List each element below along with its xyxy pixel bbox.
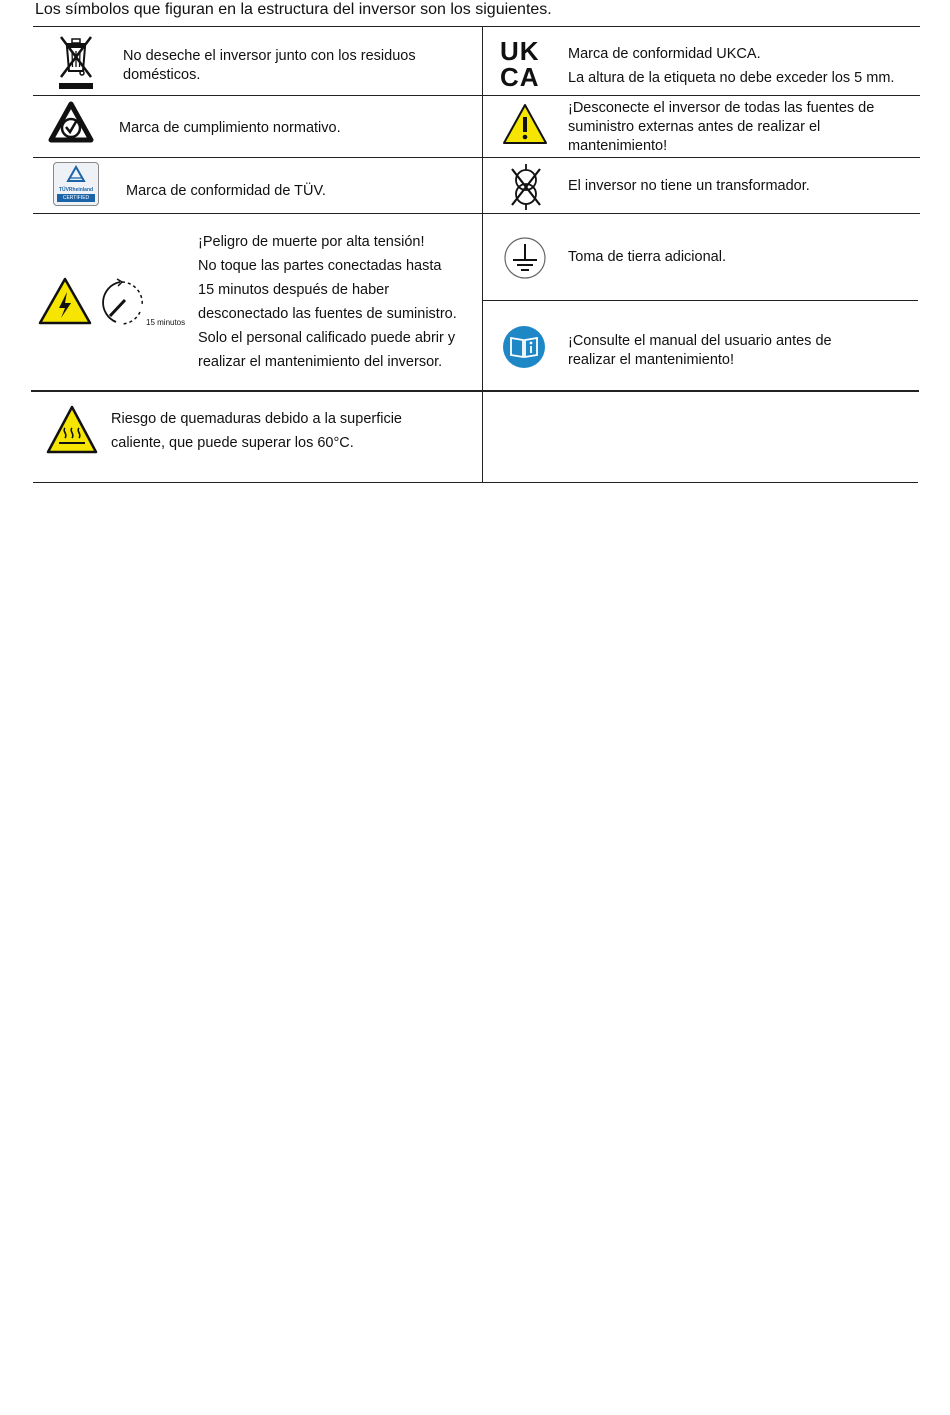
manual-text-line2: realizar el mantenimiento! <box>568 352 735 368</box>
ukca-text-line2: La altura de la etiqueta no debe exceder los 5 mm. <box>568 70 895 86</box>
manual-info-icon <box>502 325 546 369</box>
column-divider <box>482 26 483 483</box>
voltage-line-5: Solo el personal calificado puede abrir y <box>198 330 456 346</box>
ukca-logo-top: UK <box>500 36 540 66</box>
voltage-line-1: ¡Peligro de muerte por alta tensión! <box>198 234 425 250</box>
timer-icon <box>98 278 148 328</box>
high-voltage-icon <box>37 276 93 326</box>
ukca-logo-bottom: CA <box>500 62 540 92</box>
voltage-line-2: No toque las partes conectadas hasta <box>198 258 442 274</box>
voltage-line-4: desconectado las fuentes de suministro. <box>198 306 457 322</box>
hot-text-line1: Riesgo de quemaduras debido a la superficie <box>111 411 402 427</box>
disconnect-text: ¡Desconecte el inversor de todas las fuentes de suministro externas antes de realizar el mantenimiento! <box>568 100 875 154</box>
weee-text: No deseche el inversor junto con los residuos domésticos. <box>123 48 416 83</box>
tuv-text: Marca de conformidad de TÜV. <box>126 183 326 199</box>
row-divider <box>31 390 919 392</box>
table-bottom-border <box>33 482 918 483</box>
row-divider <box>483 300 918 301</box>
crossed-bin-icon <box>55 33 97 91</box>
hot-surface-icon <box>45 404 99 456</box>
voltage-line-3: 15 minutos después de haber <box>198 282 390 298</box>
voltage-line-6: realizar el mantenimiento del inversor. <box>198 354 443 370</box>
tuv-logo-bottom: CERTIFIED <box>57 194 95 202</box>
ukca-icon <box>500 38 550 90</box>
ukca-text-line1: Marca de conformidad UKCA. <box>568 46 761 62</box>
no-transformer-icon <box>507 163 545 211</box>
timer-label: 15 minutos <box>146 318 186 327</box>
row-divider <box>33 157 920 158</box>
transformer-text: El inversor no tiene un transformador. <box>568 178 810 194</box>
rcm-text: Marca de cumplimiento normativo. <box>119 120 341 136</box>
ground-icon <box>503 236 547 280</box>
intro-text: Los símbolos que figuran en la estructura del inversor son los siguientes. <box>35 1 552 18</box>
tuv-certified-icon <box>53 162 99 206</box>
warning-exclamation-icon <box>502 102 548 146</box>
rcm-icon <box>48 100 94 148</box>
hot-text-line2: caliente, que puede superar los 60°C. <box>111 435 354 451</box>
table-top-border <box>33 26 920 27</box>
row-divider <box>33 213 920 214</box>
tuv-logo-top: TÜVRheinland <box>58 187 94 193</box>
manual-text-line1: ¡Consulte el manual del usuario antes de <box>568 333 832 349</box>
row-divider <box>33 95 920 96</box>
ground-text: Toma de tierra adicional. <box>568 249 726 265</box>
